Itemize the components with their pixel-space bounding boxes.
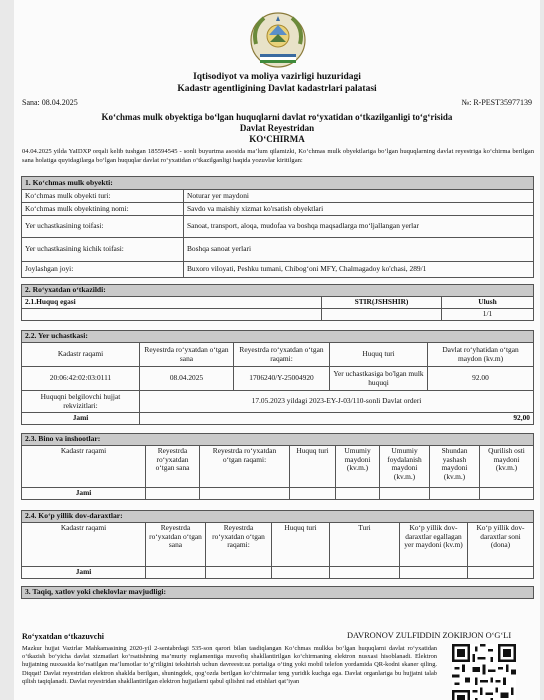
section-land-plot xyxy=(21,330,534,425)
empty-cell xyxy=(206,567,272,579)
section-restrictions xyxy=(21,586,534,599)
column-header: Reyestrda ro‘yxatdan o‘tgan sana xyxy=(140,343,234,367)
document-title xyxy=(44,112,510,145)
row-label: Ko‘chmas mulk obyektining nomi: xyxy=(22,203,184,216)
total-label: Jami xyxy=(22,567,146,579)
registrar-label: Ro‘yxatdan o‘tkazuvchi xyxy=(22,632,105,641)
empty-cell xyxy=(480,488,534,500)
section-heading: 2.3. Bino va inshootlar: xyxy=(22,434,534,446)
row-label: Yer uchastkasining toifasi: xyxy=(22,216,184,238)
column-header: Reyestrda ro‘yxatdan o‘tgan raqami: xyxy=(206,523,272,567)
column-header: Reyestrda ro‘yxatdan o‘tgan raqami: xyxy=(234,343,330,367)
intro-paragraph: 04.04.2025 yilda YaIDXP orqali kelib tushgan 185594545 - sonli buyurtma asosida ma’lum qilamizki, Ko‘chmas mulk obyektlariga bo‘lgan huquqlarning davlat reyestriga ko‘chirma berilgan sana holatiga quyidagilarga bo‘lgan huquqlar davlat ro‘yxatidan o‘tkazilganligi haqida yozuvlar kiritilgan: xyxy=(22,148,534,164)
document-page xyxy=(14,0,540,700)
section-heading: 2.2. Yer uchastkasi: xyxy=(22,331,534,343)
column-header: Kadastr raqami xyxy=(22,343,140,367)
row-value: Sanoat, transport, aloqa, mudofaa va boshqa maqsadlarga mo‘ljallangan yerlar xyxy=(184,216,534,238)
title-line: Davlat Reyestridan xyxy=(239,123,315,133)
stir-value xyxy=(322,309,442,321)
share-value: 1/1 xyxy=(442,309,534,321)
total-label: Jami xyxy=(22,413,140,425)
ministry-heading: Iqtisodiyot va moliya vazirligi huzuridagi xyxy=(193,72,361,82)
empty-cell xyxy=(330,567,400,579)
legal-notice: Mazkur hujjat Vazirlar Mahkamasining 2020-yil 2-sentabrdagi 535-son qarori bilan tasdiqlangan Ko‘chmas mulkka bo‘lgan huquqlarni davlat ro‘yxatidan o‘tkazish bo‘yicha davlat xizmatlari ko‘rsatishning ma’muriy reglamentiga muvofiq shakllantirilgan ko‘chirmaning elektron nusxasi hisoblanadi. Elektron hujjatning nusxasida ko‘rsatilgan ma’lumotlar to‘g‘riligini tekshirish uchun davreestr.uz portaliga o‘ting yoki mobil telefon yordamida QR-kodni skaner qiling. Diqqat! Davlat reyestridan elektron shaklda berilgan, shuningdek, qog‘ozda berilgan ko‘chirmalar teng yuridik kuchga ega. Davlat organlariga bu hujjatni talab qilish taqiqlanadi. Davlat reyestridan shakllantirilgan elektron hujjatlarni qabul qilishni rad etishlari qat’iyan xyxy=(22,645,437,685)
empty-cell xyxy=(290,488,336,500)
section-heading: 2. Ro‘yxatdan o‘tkazildi: xyxy=(22,285,534,297)
column-header: Ko‘p yillik dov-daraxtlar soni (dona) xyxy=(468,523,534,567)
document-details-value: 17.05.2023 yildagi 2023-EY-J-03/110-sonli Davlat orderi xyxy=(140,391,534,413)
empty-cell xyxy=(272,567,330,579)
registrar-name: DAVRONOV ZULFIDDIN ZOKIRJON O‘G‘LI xyxy=(347,631,512,640)
empty-cell xyxy=(336,488,380,500)
column-header: Kadastr raqami xyxy=(22,446,146,488)
empty-cell xyxy=(430,488,480,500)
document-details-label: Huquqni belgilovchi hujjat rekvizitlari: xyxy=(22,391,140,413)
registration-date: 08.04.2025 xyxy=(140,367,234,391)
total-value: 92,00 xyxy=(140,413,534,425)
section-heading: 2.4. Ko‘p yillik dov-daraxtlar: xyxy=(22,511,534,523)
section-heading: 1. Ko‘chmas mulk obyekti: xyxy=(22,177,534,190)
section-property-object xyxy=(21,176,534,278)
row-value: Buxoro viloyati, Peshku tumani, Chibog‘oni MFY, Chalmagadoy ko'chasi, 289/1 xyxy=(184,262,534,278)
empty-cell xyxy=(200,488,290,500)
document-number: №: R-PEST35977139 xyxy=(461,98,532,107)
share-label: Ulush xyxy=(442,297,534,309)
uzbekistan-emblem-icon xyxy=(248,10,308,70)
column-header: Shundan yashash maydoni (kv.m.) xyxy=(430,446,480,488)
rights-holder-label: 2.1.Huquq egasi xyxy=(22,297,322,309)
section-registered xyxy=(21,284,534,321)
right-type: Yer uchastkasiga bo'lgan mulk huquqi xyxy=(330,367,428,391)
empty-cell xyxy=(146,488,200,500)
column-header: Reyestrda ro‘yxatdan o‘tgan sana xyxy=(146,446,200,488)
total-label: Jami xyxy=(22,488,146,500)
registration-number: 1706240/Y-25004920 xyxy=(234,367,330,391)
title-line: KO‘CHIRMA xyxy=(249,134,305,144)
title-line: Ko‘chmas mulk obyektiga bo‘lgan huquqlarni davlat ro‘yxatidan o‘tkazilganligi to‘g‘risida xyxy=(101,112,453,122)
document-date: Sana: 08.04.2025 xyxy=(22,98,78,107)
section-heading: 3. Taqiq, xatlov yoki cheklovlar mavjudligi: xyxy=(22,587,534,599)
row-label: Yer uchastkasining kichik toifasi: xyxy=(22,238,184,262)
column-header: Qurilish osti maydoni (kv.m.) xyxy=(480,446,534,488)
row-label: Joylashgan joyi: xyxy=(22,262,184,278)
column-header: Turi xyxy=(330,523,400,567)
row-value: Savdo va maishiy xizmat ko'rsatish obyektlari xyxy=(184,203,534,216)
column-header: Kadastr raqami xyxy=(22,523,146,567)
column-header: Reyestrda ro‘yxatdan o‘tgan sana xyxy=(146,523,206,567)
empty-cell xyxy=(146,567,206,579)
empty-cell xyxy=(380,488,430,500)
row-label: Ko‘chmas mulk obyekti turi: xyxy=(22,190,184,203)
column-header: Huquq turi xyxy=(290,446,336,488)
qr-code-icon[interactable] xyxy=(452,644,516,700)
section-buildings xyxy=(21,433,534,500)
row-value: Noturar yer maydoni xyxy=(184,190,534,203)
stir-label: STIR(JSHSHIR) xyxy=(322,297,442,309)
cadastral-number: 20:06:42:02:03:0111 xyxy=(22,367,140,391)
column-header: Umumiy maydoni (kv.m.) xyxy=(336,446,380,488)
section-perennial-trees xyxy=(21,510,534,579)
column-header: Huquq turi xyxy=(272,523,330,567)
registered-area: 92.00 xyxy=(428,367,534,391)
empty-cell xyxy=(468,567,534,579)
column-header: Davlat ro‘yhatidan o‘tgan maydon (kv.m) xyxy=(428,343,534,367)
column-header: Reyestrda ro‘yxatdan o‘tgan raqami: xyxy=(200,446,290,488)
column-header: Huquq turi xyxy=(330,343,428,367)
row-value: Boshqa sanoat yerlari xyxy=(184,238,534,262)
empty-cell xyxy=(400,567,468,579)
agency-heading: Kadastr agentligining Davlat kadastrlari palatasi xyxy=(177,84,377,94)
rights-holder-value xyxy=(22,309,322,321)
column-header: Umumiy foydalanish maydoni (kv.m.) xyxy=(380,446,430,488)
column-header: Ko‘p yillik dov-daraxtlar egallagan yer maydoni (kv.m) xyxy=(400,523,468,567)
